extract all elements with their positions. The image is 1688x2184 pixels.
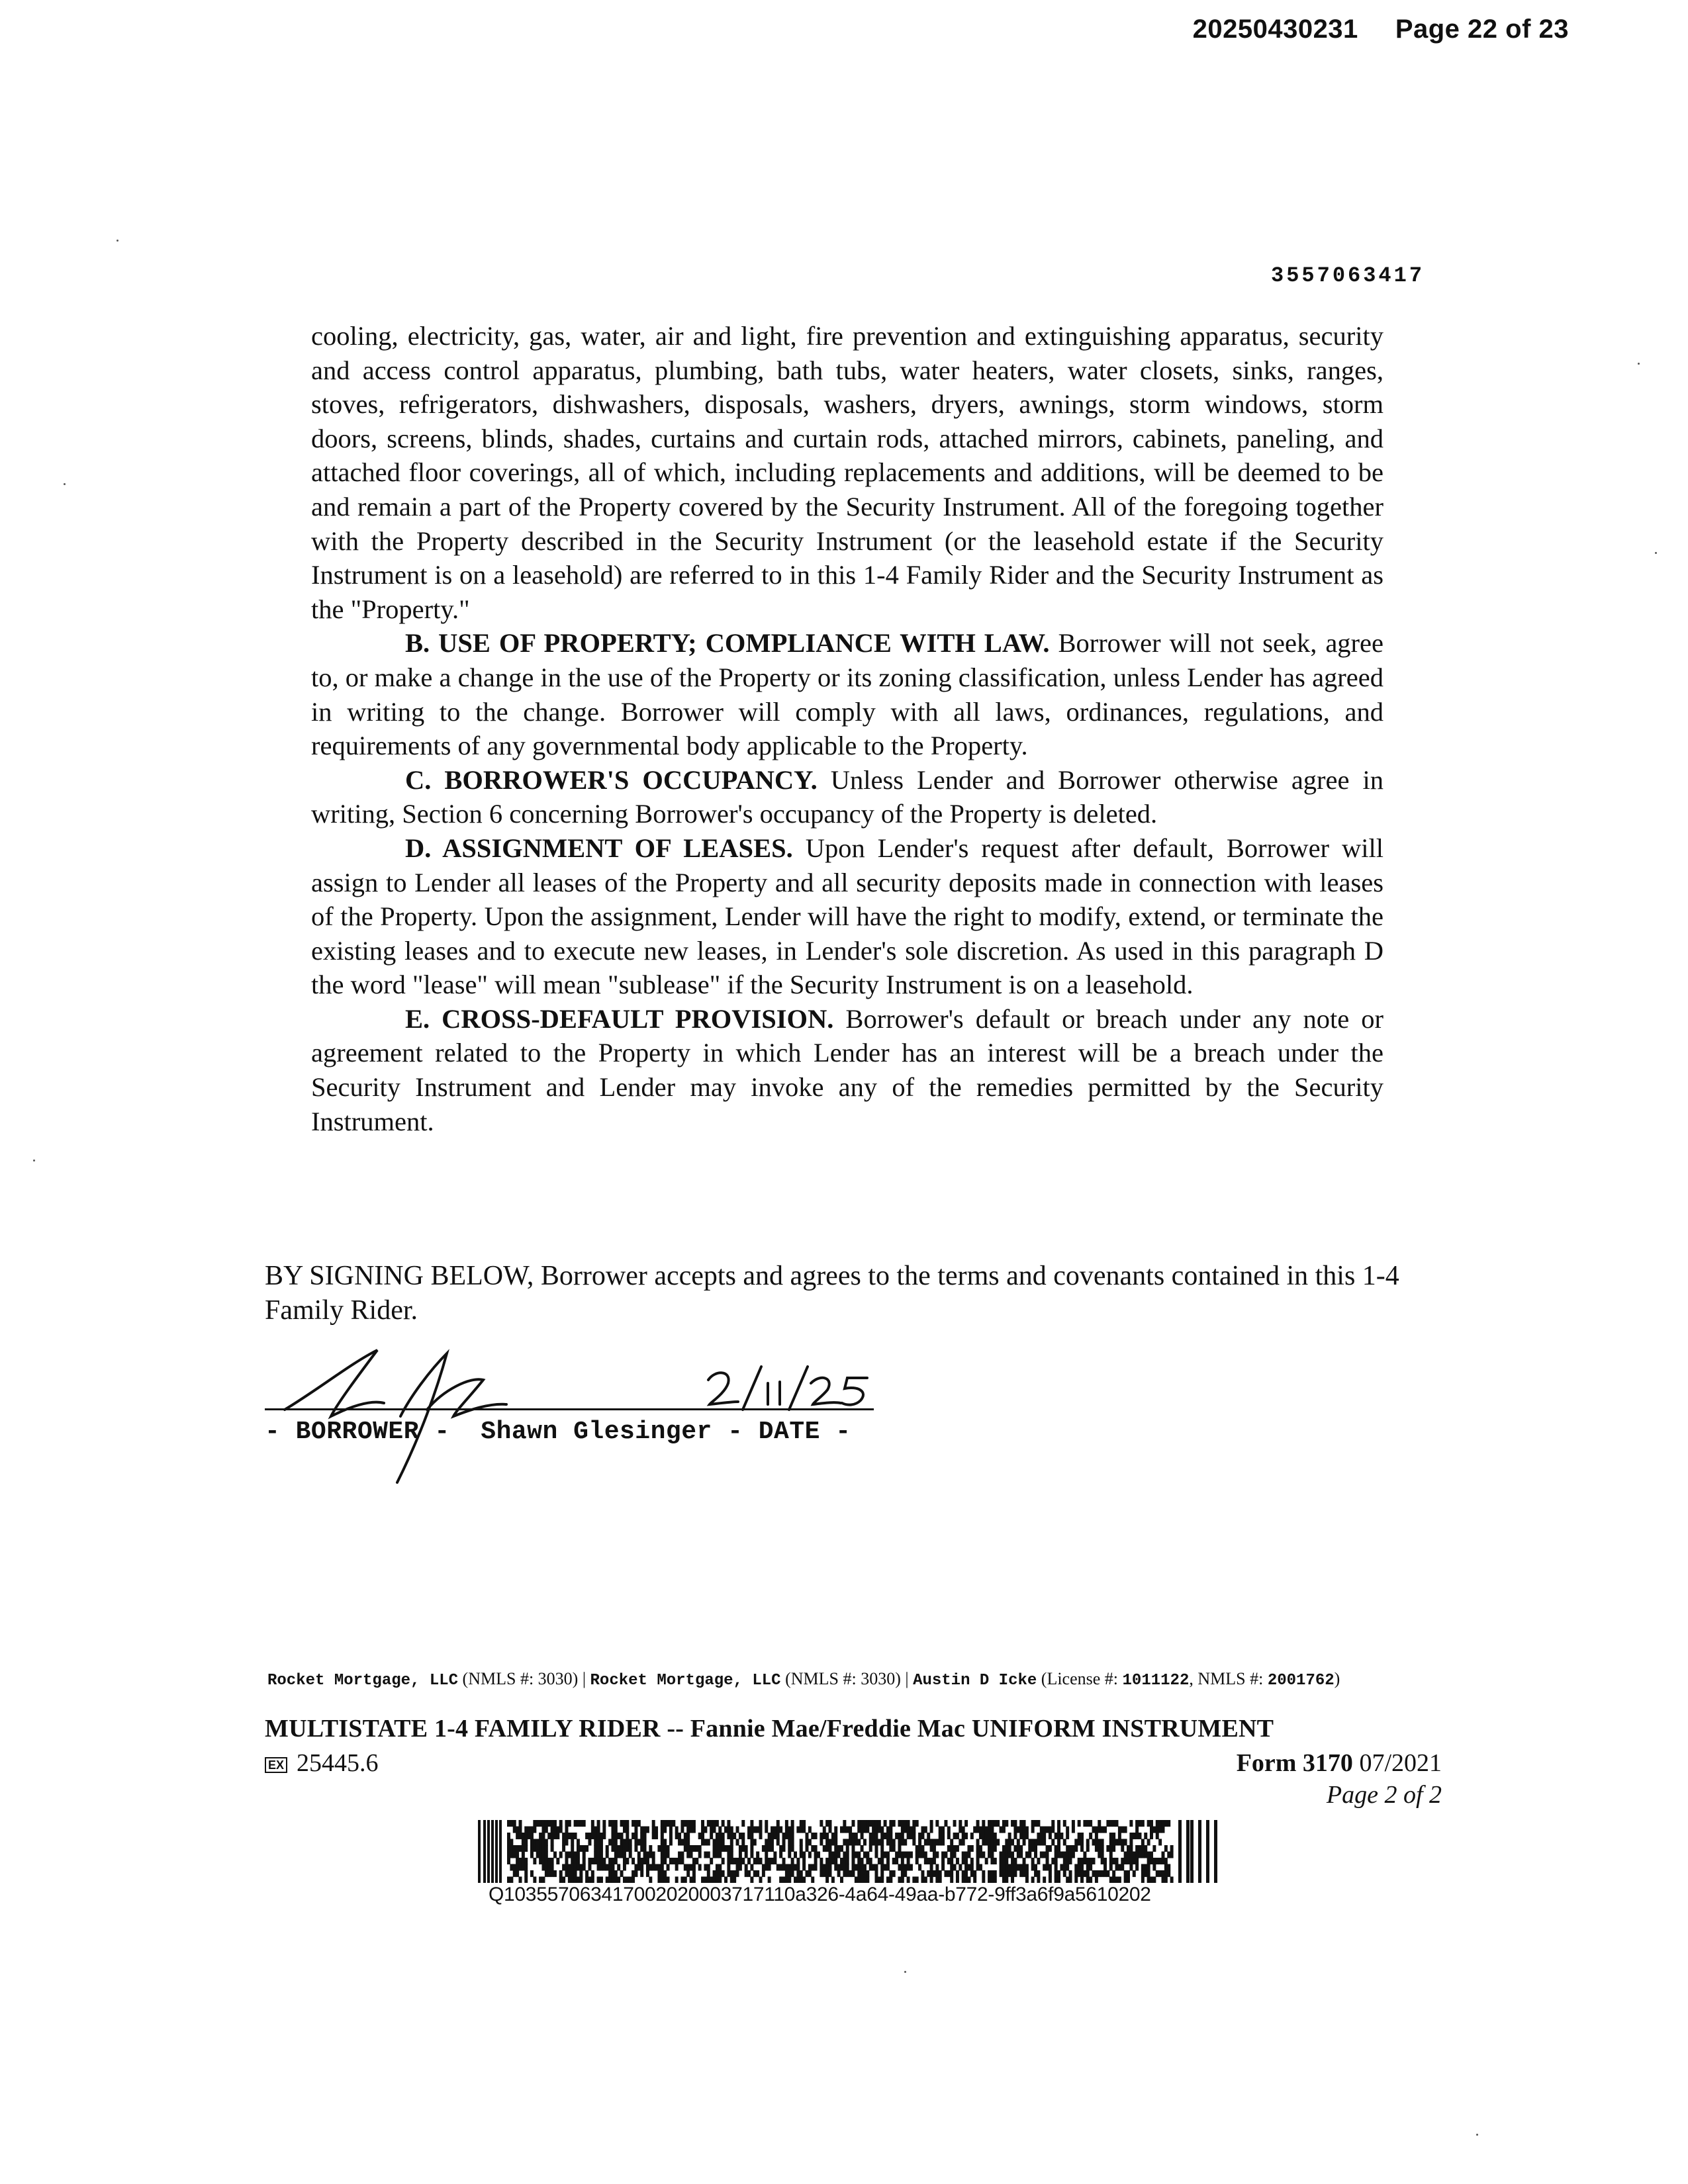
scan-speck: [1638, 363, 1640, 365]
ex-icon: EX: [265, 1757, 287, 1773]
originator-info: Rocket Mortgage, LLC (NMLS #: 3030) | Rocket Mortgage, LLC (NMLS #: 3030) | Austin D Icke (License #: 1011122, NMLS #: 2001762): [267, 1669, 1340, 1690]
section-c-text: Unless Lender and Borrower otherwise agree in writing, Section 6 concerning Borrower's occupancy of the Property is deleted.: [311, 764, 1383, 829]
page-of: Page 2 of 2: [1326, 1781, 1442, 1809]
signature-caption: [265, 1418, 851, 1446]
section-e-heading: E. CROSS-DEFAULT PROVISION.: [405, 1003, 834, 1034]
form-code: 25445.6: [297, 1749, 379, 1777]
date-caption: - DATE -: [727, 1418, 851, 1446]
borrower-caption: - BORROWER -: [265, 1418, 450, 1446]
barcode: [478, 1820, 1219, 1883]
signature-line: [265, 1408, 874, 1410]
form-title: MULTISTATE 1-4 FAMILY RIDER -- Fannie Mae/Freddie Mac UNIFORM INSTRUMENT: [265, 1715, 1274, 1743]
page-indicator: Page 22 of 23: [1395, 15, 1569, 44]
form-date: 07/2021: [1352, 1749, 1442, 1777]
form-label: Form 3170: [1236, 1749, 1353, 1777]
section-d-heading: D. ASSIGNMENT OF LEASES.: [405, 833, 793, 863]
scan-speck: [1655, 552, 1657, 554]
form-code-line: [265, 1749, 379, 1778]
section-d: [311, 831, 1383, 1002]
section-d-text: Upon Lender's request after default, Borrower will assign to Lender all leases of the Property and all security deposits made in connection with leases of the Property. Upon the assignment, Lender will have the right to modify, extend, or terminate the existing leases and to execute new leases, in Lender's sole discretion. As used in this paragraph D the word "lease" will mean "sublease" if the Security Instrument is on a leasehold.: [311, 833, 1383, 1000]
recording-number: 20250430231: [1192, 15, 1358, 44]
section-b-text: Borrower will not seek, agree to, or make a change in the use of the Property or its zoning classification, unless Lender has agreed in writing to the change. Borrower will comply with all laws, ordinances, regulations, and requirements of any governmental body applicable to the Property.: [311, 628, 1383, 761]
section-b-heading: B. USE OF PROPERTY; COMPLIANCE WITH LAW.: [405, 628, 1050, 659]
paragraph-a-continuation: cooling, electricity, gas, water, air and light, fire prevention and extinguishing apparatus, security and access control apparatus, plumbing, bath tubs, water heaters, water closets, sinks, ranges, stoves, refrigerators, dishwashers, disposals, washers, dryers, awnings, storm windows, storm doors, screens, blinds, shades, curtains and curtain rods, attached mirrors, cabinets, paneling, and attached floor coverings, all of which, including replacements and additions, will be deemed to be and remain a part of the Property covered by the Security Instrument. All of the foregoing together with the Property described in the Security Instrument (or the leasehold estate if the Security Instrument is on a leasehold) are referred to in this 1-4 Family Rider and the Security Instrument as the "Property.": [311, 321, 1383, 624]
scan-speck: [33, 1160, 35, 1161]
form-number: [1237, 1749, 1442, 1778]
section-e: [311, 1002, 1383, 1138]
section-c: [311, 763, 1383, 831]
section-e-text: Borrower's default or breach under any note or agreement related to the Property in which Lender has an interest will be a breach under the Security Instrument and Lender may invoke any of the remedies permitted by the Security Instrument.: [311, 1003, 1383, 1136]
scan-speck: [117, 240, 118, 242]
rider-body: [311, 319, 1383, 1138]
signing-statement: BY SIGNING BELOW, Borrower accepts and agrees to the terms and covenants contained in this 1-4 Family Rider.: [265, 1261, 1399, 1326]
section-b: [311, 626, 1383, 762]
section-c-heading: C. BORROWER'S OCCUPANCY.: [405, 764, 818, 795]
scan-speck: [64, 483, 66, 485]
borrower-name: Shawn Glesinger: [481, 1418, 712, 1446]
scan-speck: [904, 1971, 906, 1973]
loan-number: 3557063417: [1271, 263, 1425, 288]
recording-header: [1193, 15, 1569, 44]
scan-speck: [1476, 2134, 1478, 2136]
barcode-text: Q103557063417002020003717110a326-4a64-49aa-b772-9ff3a6f9a5610202: [489, 1884, 1151, 1905]
